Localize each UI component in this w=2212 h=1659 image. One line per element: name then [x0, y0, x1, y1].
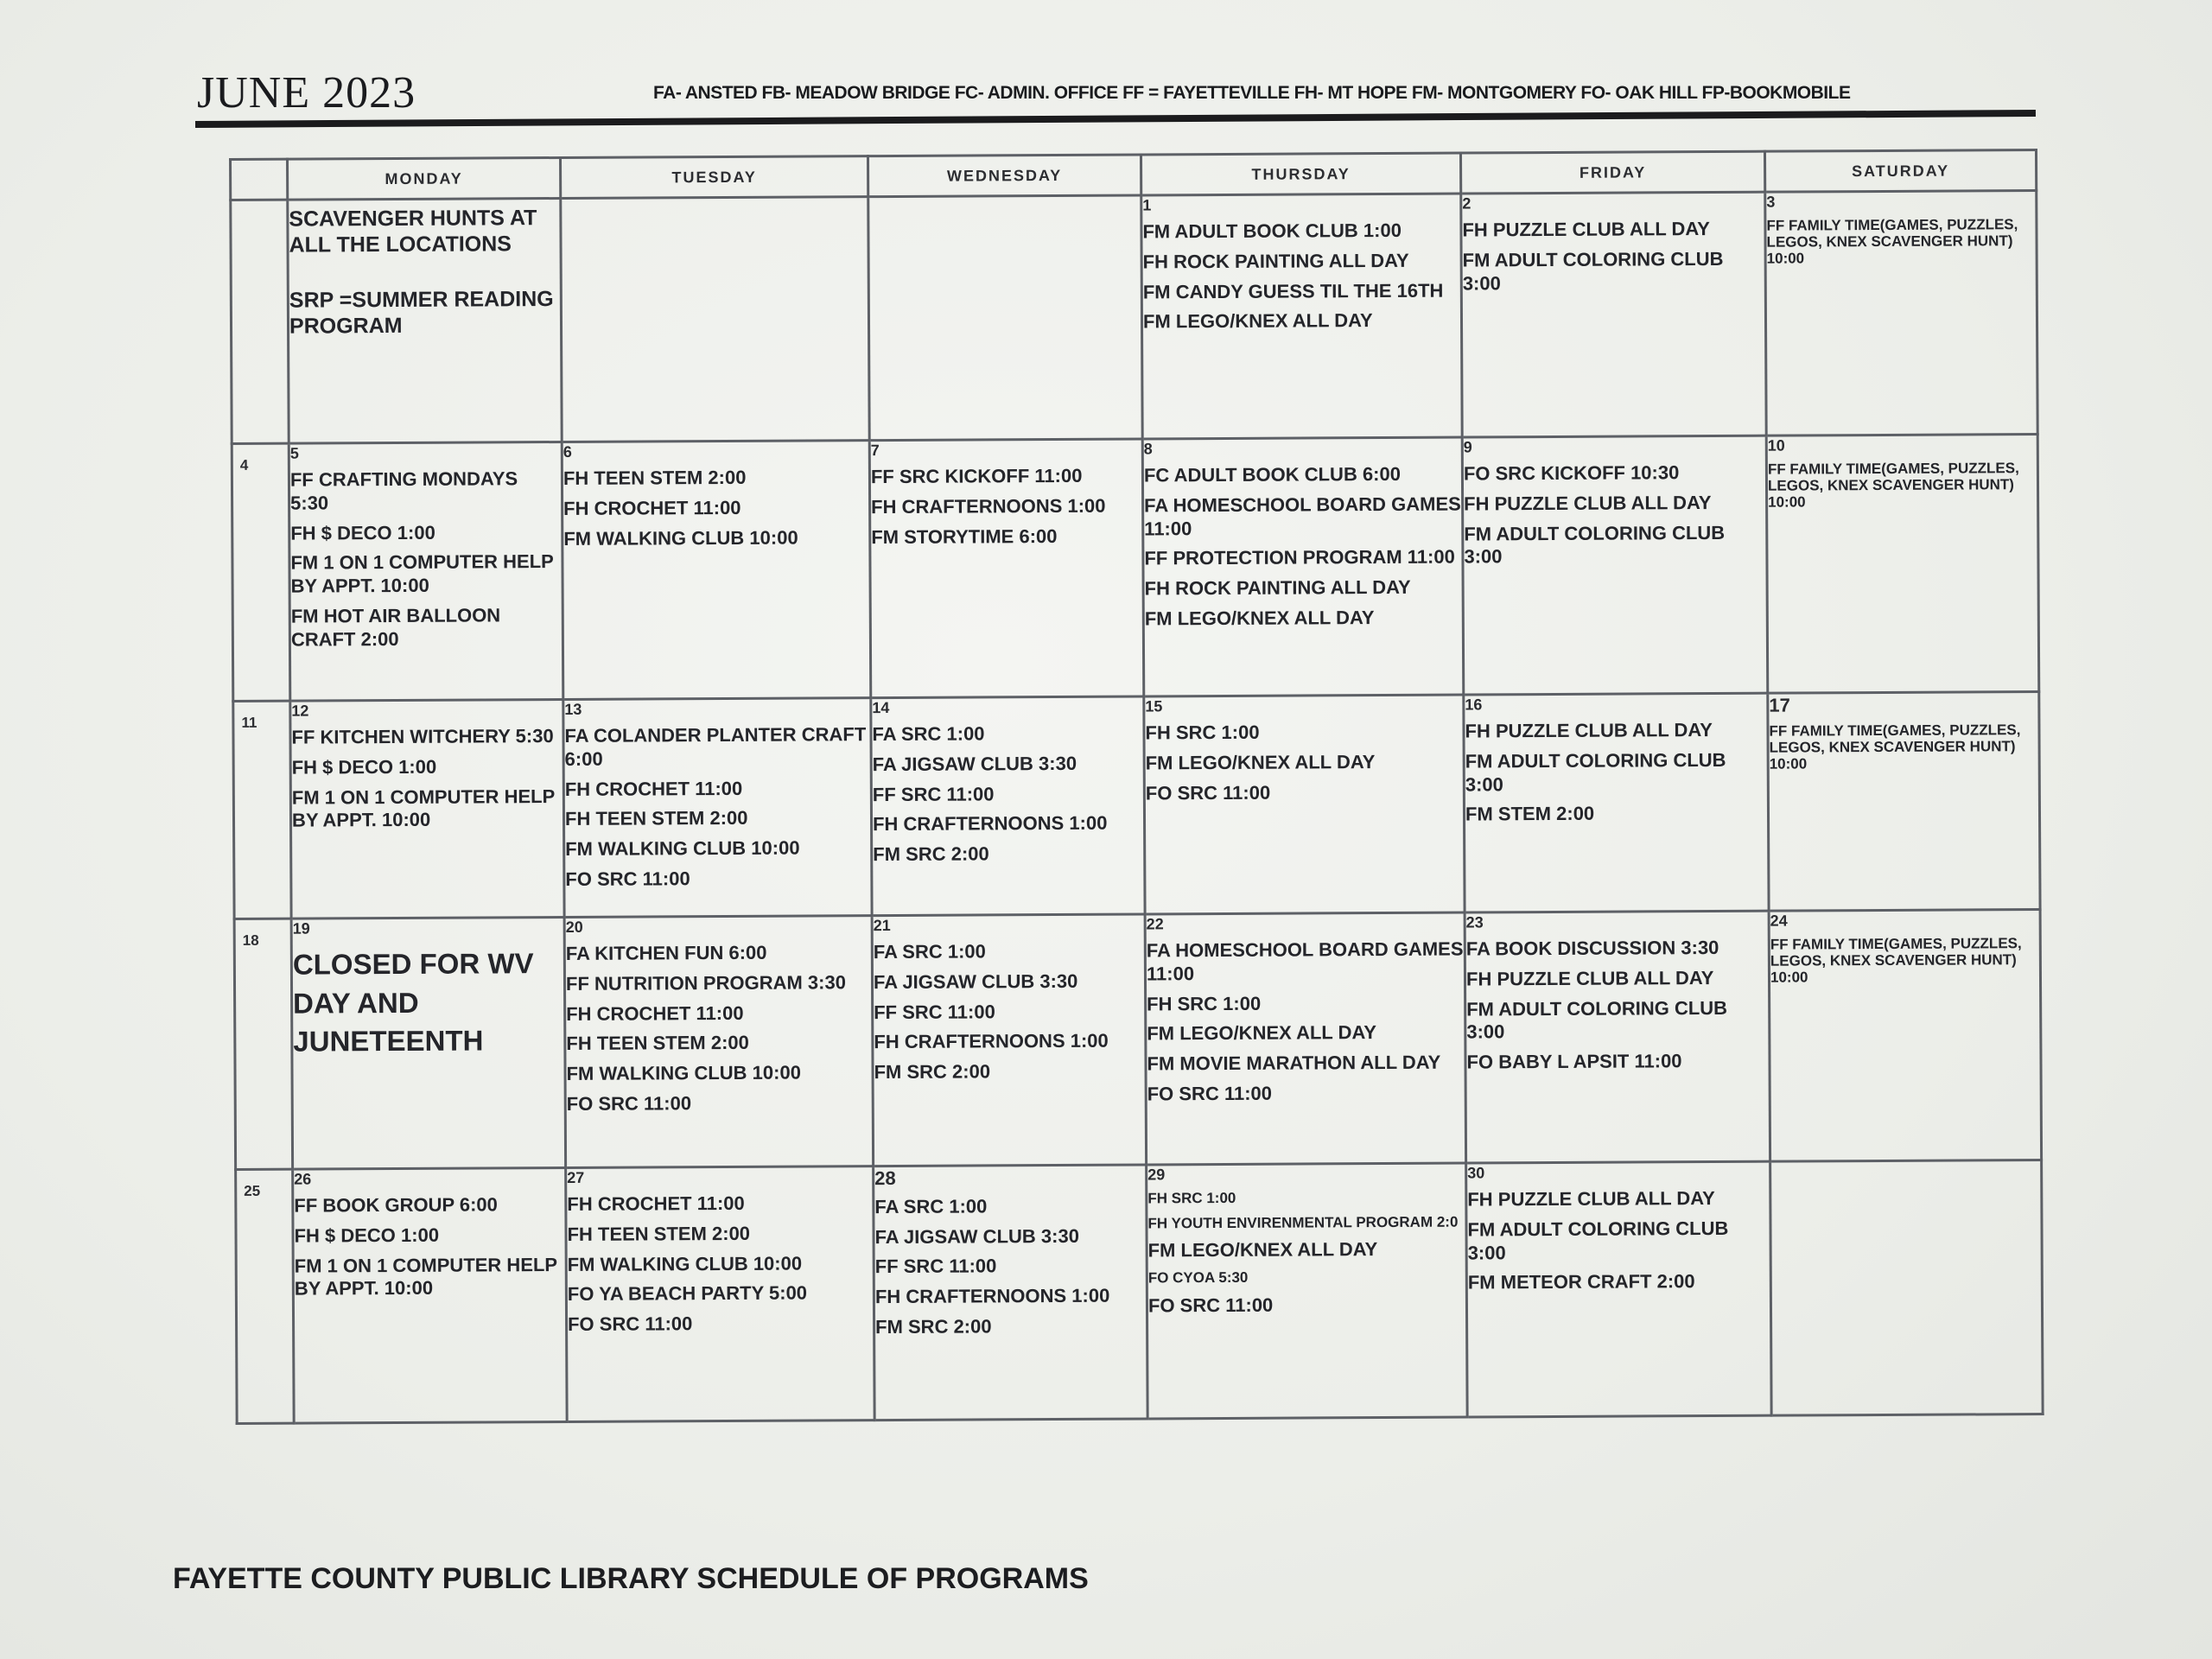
event-item: FM SRC 2:00 — [874, 1060, 991, 1084]
week-row — [234, 910, 2041, 1170]
event-item: FO SRC 11:00 — [1147, 1082, 1273, 1105]
day-cell — [291, 917, 566, 1169]
day-cell — [1766, 435, 2039, 694]
event-item: FF BOOK GROUP 6:00 — [294, 1193, 498, 1217]
event-item: FH TEEN STEM 2:00 — [563, 466, 747, 489]
day-cell — [1461, 192, 1766, 437]
day-number: 15 — [1145, 697, 1163, 715]
event-item: FM SRC 2:00 — [873, 842, 989, 866]
event-item: FH CROCHET 11:00 — [566, 1001, 744, 1025]
day-cell — [1145, 912, 1466, 1165]
sunday-date: 4 — [232, 443, 290, 701]
event-item: FM 1 ON 1 COMPUTER HELP BY APPT. 10:00 — [290, 550, 554, 597]
event-item: FH PUZZLE CLUB ALL DAY — [1467, 1186, 1715, 1211]
day-number: 20 — [565, 918, 583, 936]
event-item: FO SRC 11:00 — [565, 868, 690, 891]
event-item: FA KITCHEN FUN 6:00 — [565, 941, 767, 964]
event-item: FF KITCHEN WITCHERY 5:30 — [291, 724, 554, 748]
event-item: FF PROTECTION PROGRAM 11:00 — [1144, 546, 1455, 569]
day-number: 9 — [1463, 438, 1472, 456]
event-item: FF SRC KICKOFF 11:00 — [870, 464, 1083, 488]
event-item: FA JIGSAW CLUB 3:30 — [872, 752, 1077, 775]
event-item: FM SRC 2:00 — [875, 1315, 992, 1338]
event-item: FH PUZZLE CLUB ALL DAY — [1465, 718, 1713, 742]
event-item: FM WALKING CLUB 10:00 — [567, 1252, 803, 1275]
day-header-thursday: THURSDAY — [1141, 153, 1460, 195]
event-item: FM HOT AIR BALLOON CRAFT 2:00 — [290, 604, 501, 651]
event-item: FO SRC 11:00 — [568, 1313, 693, 1336]
event-item: FM 1 ON 1 COMPUTER HELP BY APPT. 10:00 — [291, 785, 555, 832]
day-cell — [289, 442, 563, 701]
day-number: 19 — [292, 919, 310, 938]
event-item: FM STEM 2:00 — [1465, 803, 1595, 825]
event-item: FF SRC 11:00 — [872, 782, 995, 805]
event-item: FH TEEN STEM 2:00 — [564, 807, 748, 830]
event-item: FH $ DECO 1:00 — [294, 1224, 440, 1247]
event-item: FO CYOA 5:30 — [1147, 1269, 1249, 1287]
event-item: FF SRC 11:00 — [874, 1255, 997, 1278]
week-row — [231, 191, 2037, 444]
sunday-date: 11 — [233, 701, 291, 918]
event-item: FH SRC 1:00 — [1147, 1189, 1236, 1207]
event-item: FM ADULT COLORING CLUB 3:00 — [1466, 996, 1728, 1043]
day-number: 22 — [1146, 915, 1164, 933]
day-cell — [1147, 1163, 1468, 1419]
event-item: FH $ DECO 1:00 — [291, 755, 437, 779]
event-item: FF FAMILY TIME(GAMES, PUZZLES, LEGOS, KNEX SCAVENGER HUNT) 10:00 — [1766, 216, 2018, 267]
event-item: FM ADULT COLORING CLUB 3:00 — [1462, 247, 1724, 295]
day-number: 30 — [1467, 1164, 1485, 1182]
day-number: 27 — [567, 1168, 585, 1186]
event-item: FH TEEN STEM 2:00 — [567, 1222, 751, 1245]
srp-note: SRP =SUMMER READING PROGRAM — [289, 287, 554, 339]
day-number: 16 — [1465, 696, 1483, 714]
event-item: FF SRC 11:00 — [874, 1000, 995, 1023]
event-item: FO SRC 11:00 — [1145, 781, 1271, 804]
day-number: 24 — [1770, 912, 1788, 930]
notes-cell — [288, 198, 562, 443]
day-cell — [564, 916, 874, 1168]
header-rule — [195, 110, 2036, 128]
day-cell — [1462, 435, 1768, 695]
day-number: 2 — [1462, 194, 1471, 213]
day-number: 3 — [1766, 193, 1776, 211]
day-header-friday: FRIDAY — [1460, 151, 1764, 194]
event-item: FA BOOK DISCUSSION 3:30 — [1465, 936, 1719, 960]
day-number: 13 — [564, 700, 582, 718]
closed-notice: CLOSED FOR WV DAY AND JUNETEENTH — [292, 947, 534, 1058]
event-item: FM ADULT BOOK CLUB 1:00 — [1142, 219, 1402, 243]
day-cell — [562, 441, 871, 700]
event-item: FA SRC 1:00 — [873, 940, 986, 963]
event-item: FM WALKING CLUB 10:00 — [566, 1061, 801, 1085]
day-cell — [1464, 693, 1769, 912]
day-cell — [1466, 1161, 1772, 1417]
day-cell — [868, 195, 1142, 441]
footer-title: FAYETTE COUNTY PUBLIC LIBRARY SCHEDULE OF PROGRAMS — [173, 1562, 1089, 1595]
event-item: FA COLANDER PLANTER CRAFT 6:00 — [564, 723, 867, 770]
day-number: 8 — [1143, 440, 1153, 458]
event-item: FM STORYTIME 6:00 — [871, 524, 1058, 548]
day-cell — [871, 696, 1145, 916]
event-item: FH CROCHET 11:00 — [567, 1192, 745, 1215]
event-item: FF FAMILY TIME(GAMES, PUZZLES, LEGOS, KNEX SCAVENGER HUNT) 10:00 — [1770, 935, 2022, 986]
event-item: FF FAMILY TIME(GAMES, PUZZLES, LEGOS, KNEX SCAVENGER HUNT) 10:00 — [1767, 460, 2019, 511]
day-number: 26 — [294, 1170, 312, 1188]
day-number: 10 — [1767, 436, 1785, 454]
day-number: 29 — [1147, 1166, 1166, 1184]
calendar-grid — [229, 149, 2044, 1425]
event-item: FM CANDY GUESS TIL THE 16TH — [1142, 279, 1444, 303]
event-item: FM ADULT COLORING CLUB 3:00 — [1467, 1217, 1729, 1264]
page-title: JUNE 2023 — [197, 68, 416, 118]
day-cell — [563, 698, 872, 918]
sunday-date: 25 — [236, 1169, 295, 1423]
day-cell — [566, 1166, 875, 1422]
day-cell — [1768, 692, 2040, 912]
event-item: FH PUZZLE CLUB ALL DAY — [1464, 491, 1712, 515]
day-cell — [1141, 194, 1462, 439]
week-row — [233, 692, 2040, 919]
week-row — [232, 435, 2039, 702]
event-item: FM LEGO/KNEX ALL DAY — [1144, 607, 1375, 630]
event-item: FA HOMESCHOOL BOARD GAMES 11:00 — [1144, 493, 1461, 540]
day-cell — [1465, 911, 1770, 1163]
event-item: FM ADULT COLORING CLUB 3:00 — [1464, 521, 1726, 568]
event-item: FO SRC 11:00 — [1147, 1294, 1274, 1317]
event-item: FC ADULT BOOK CLUB 6:00 — [1143, 462, 1401, 486]
day-number: 7 — [870, 442, 880, 460]
day-number: 21 — [873, 917, 891, 935]
day-cell — [290, 699, 564, 918]
day-number: 28 — [874, 1166, 896, 1190]
event-item: FO SRC 11:00 — [566, 1092, 692, 1116]
event-item: FF FAMILY TIME(GAMES, PUZZLES, LEGOS, KNEX SCAVENGER HUNT) 10:00 — [1769, 721, 2021, 772]
day-cell — [1765, 191, 2037, 436]
event-item: FH CROCHET 11:00 — [563, 496, 741, 519]
day-cell — [1142, 437, 1464, 696]
event-item: FA SRC 1:00 — [872, 722, 985, 746]
day-cell — [1144, 695, 1465, 914]
event-item: FH CRAFTERNOONS 1:00 — [871, 494, 1106, 518]
event-item: FO YA BEACH PARTY 5:00 — [567, 1281, 808, 1306]
event-item: FM MOVIE MARATHON ALL DAY — [1147, 1051, 1441, 1075]
event-item: FM WALKING CLUB 10:00 — [563, 526, 798, 550]
event-item: FH $ DECO 1:00 — [290, 521, 435, 544]
day-number: 23 — [1465, 913, 1484, 931]
event-item: FM METEOR CRAFT 2:00 — [1467, 1270, 1695, 1294]
day-number: 6 — [563, 442, 572, 461]
event-item: FF NUTRITION PROGRAM 3:30 — [565, 971, 846, 995]
event-item: FM WALKING CLUB 10:00 — [565, 836, 800, 861]
day-number: 12 — [291, 702, 309, 720]
event-item: FH PUZZLE CLUB ALL DAY — [1462, 217, 1710, 241]
week-row — [236, 1160, 2044, 1424]
day-header-saturday: SATURDAY — [1764, 150, 2036, 193]
event-item: FM LEGO/KNEX ALL DAY — [1142, 309, 1373, 333]
scavenger-note: SCAVENGER HUNTS AT ALL THE LOCATIONS — [289, 206, 537, 257]
event-item: FH TEEN STEM 2:00 — [566, 1032, 749, 1055]
event-item: FH CROCHET 11:00 — [564, 777, 743, 800]
event-item: FA HOMESCHOOL BOARD GAMES 11:00 — [1146, 938, 1464, 985]
event-item: FH YOUTH ENVIRENMENTAL PROGRAM 2:0 — [1147, 1213, 1459, 1232]
event-item: FO SRC KICKOFF 10:30 — [1463, 461, 1680, 485]
event-item: FM LEGO/KNEX ALL DAY — [1147, 1238, 1378, 1262]
day-cell — [561, 197, 869, 442]
event-item: FH ROCK PAINTING ALL DAY — [1142, 249, 1409, 273]
event-item: FH SRC 1:00 — [1145, 721, 1260, 744]
event-item: FF CRAFTING MONDAYS 5:30 — [289, 467, 518, 514]
branch-legend: FA- ANSTED FB- MEADOW BRIDGE FC- ADMIN. OFFICE FF = FAYETTEVILLE FH- MT HOPE FM- MONTGOMERY FO- OAK HILL FP-BOOKMOBILE — [653, 83, 1851, 103]
event-item: FH CRAFTERNOONS 1:00 — [874, 1030, 1109, 1053]
event-item: FH SRC 1:00 — [1147, 992, 1262, 1015]
day-number: 17 — [1769, 694, 1790, 716]
day-number: 1 — [1142, 196, 1152, 214]
day-cell — [869, 439, 1144, 698]
event-item: FM ADULT COLORING CLUB 3:00 — [1465, 748, 1726, 796]
event-item: FA JIGSAW CLUB 3:30 — [873, 969, 1078, 993]
event-item: FO BABY L APSIT 11:00 — [1466, 1050, 1682, 1073]
day-cell — [1769, 910, 2042, 1162]
day-cell — [1770, 1160, 2044, 1416]
day-header-monday: MONDAY — [288, 157, 561, 200]
event-item: FH PUZZLE CLUB ALL DAY — [1465, 966, 1714, 990]
event-item: FM LEGO/KNEX ALL DAY — [1145, 750, 1376, 774]
day-cell — [872, 914, 1147, 1166]
event-item: FM 1 ON 1 COMPUTER HELP BY APPT. 10:00 — [294, 1253, 557, 1300]
event-item: FM LEGO/KNEX ALL DAY — [1147, 1021, 1377, 1045]
day-number: 14 — [872, 699, 890, 717]
day-cell — [293, 1167, 568, 1423]
event-item: FA SRC 1:00 — [874, 1195, 988, 1217]
sunday-date — [231, 200, 289, 443]
sunday-date: 18 — [234, 918, 293, 1169]
event-item: FA JIGSAW CLUB 3:30 — [874, 1224, 1079, 1248]
event-item: FH ROCK PAINTING ALL DAY — [1144, 576, 1411, 600]
day-header-wednesday: WEDNESDAY — [868, 155, 1141, 197]
day-number: 5 — [289, 444, 299, 462]
day-header-tuesday: TUESDAY — [561, 156, 868, 199]
sunday-column-header — [231, 159, 288, 200]
event-item: FH CRAFTERNOONS 1:00 — [874, 1284, 1110, 1308]
day-cell — [874, 1165, 1148, 1421]
event-item: FH CRAFTERNOONS 1:00 — [872, 812, 1108, 836]
